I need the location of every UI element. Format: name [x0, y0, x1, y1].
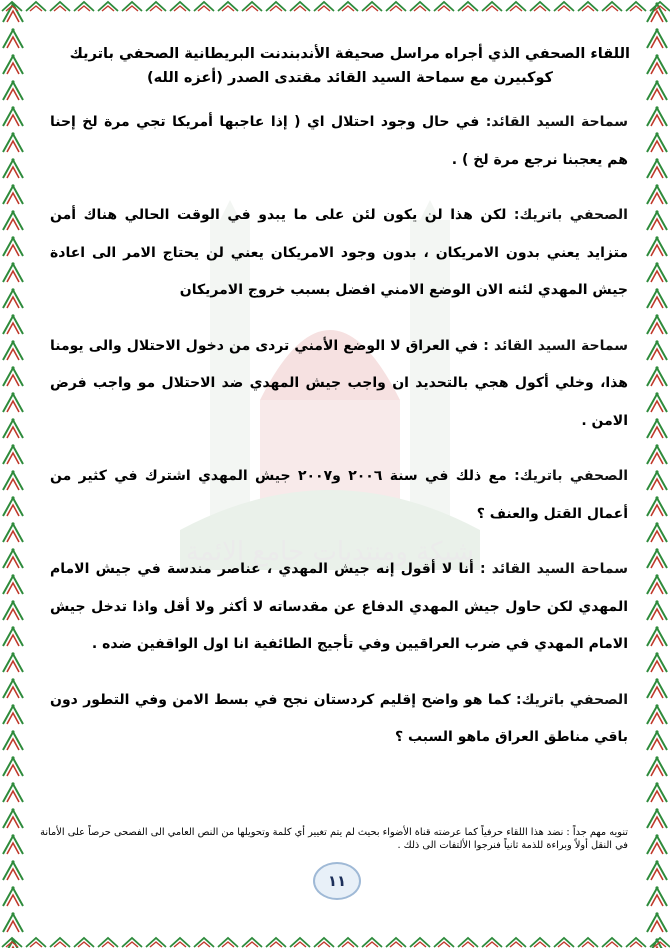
interview-paragraph	[50, 104, 628, 179]
interview-paragraph	[50, 551, 628, 664]
interview-paragraph	[50, 458, 628, 533]
paragraph-text: أنا لا أقول إنه جيش المهدي ، عناصر مندسة في جيش الامام المهدي لكن حاول جيش المهدي الدفاع عن مقدساته لا أكثر ولا أقل واذا تدخل جيش الامام المهدي في ضرب العراقيين وفي تأجيج الطائفية انا اول الواقفين ضده .	[50, 561, 628, 652]
interview-paragraph	[50, 197, 628, 310]
paragraph-text: في العراق لا الوضع الأمني تردى من دخول الاحتلال والى يومنا هذا، وخلي أكول هجي بالتحديد ان واجب جيش المهدي ضد الاحتلال مو واجب فرض الامن .	[50, 337, 628, 429]
interview-paragraph	[50, 328, 628, 441]
right-ornament-border	[644, 0, 670, 948]
left-ornament-border	[0, 0, 26, 948]
header-line-2: كوكبيرن مع سماحة السيد القائد مقتدى الصدر (أعزه الله)	[147, 70, 553, 86]
footer-note: تنويه مهم جداً : نضد هذا اللقاء حرفياً كما عرضته قناة الأضواء بحيث لم يتم تغيير أي كلمة وتحويلها من النص العامي الى الفصحى حرصاً على الأمانة في النقل أولاً وبراءة للذمة ثانياً فنرجوا الألتفات الى ذلك .	[40, 827, 628, 851]
interview-paragraph	[50, 682, 628, 757]
paragraph-text: لكن هذا لن يكون لئن على ما يبدو في الوقت الحالي هناك أمن متزايد يعني بدون الامريكان ، بدون وجود الامريكان يعني لن يحتاج الامر الى اعادة جيش المهدي لئنه الان الوضع الامني افضل بسبب خروج الامريكان	[50, 207, 628, 298]
interview-body	[50, 104, 628, 775]
page-number: ١١	[313, 862, 361, 900]
bottom-ornament-border	[0, 936, 670, 948]
speaker-label: الصحفي باتريك:	[514, 468, 629, 484]
paragraph-text: مع ذلك في سنة ٢٠٠٦ و٢٠٠٧ جيش المهدي اشترك في كثير من أعمال القتل والعنف ؟	[50, 468, 628, 522]
speaker-label: الصحفي باتريك:	[513, 207, 628, 223]
top-ornament-border	[0, 0, 670, 12]
paragraph-text: كما هو واضح إقليم كردستان نجح في بسط الامن وفي التطور دون باقي مناطق العراق ماهو السبب ؟	[50, 691, 628, 745]
header-line-1: اللقاء الصحفي الذي أجراه مراسل صحيفة الأندبندنت البريطانية الصحفي باتريك	[69, 46, 630, 62]
document-header	[70, 42, 630, 90]
watermark-text: شبكة ومنتديات جامع الائمة	[185, 537, 475, 567]
speaker-label: سماحة السيد القائد :	[483, 337, 628, 354]
speaker-label: سماحة السيد القائد :	[479, 561, 629, 577]
speaker-label: الصحفي باتريك:	[516, 691, 628, 708]
paragraph-text: في حال وجود احتلال اي ( إذا عاجبها أمريكا تجي مرة لخ إحنا هم يعجبنا نرجع مرة لخ ) .	[50, 114, 628, 168]
speaker-label: سماحة السيد القائد:	[485, 114, 628, 130]
